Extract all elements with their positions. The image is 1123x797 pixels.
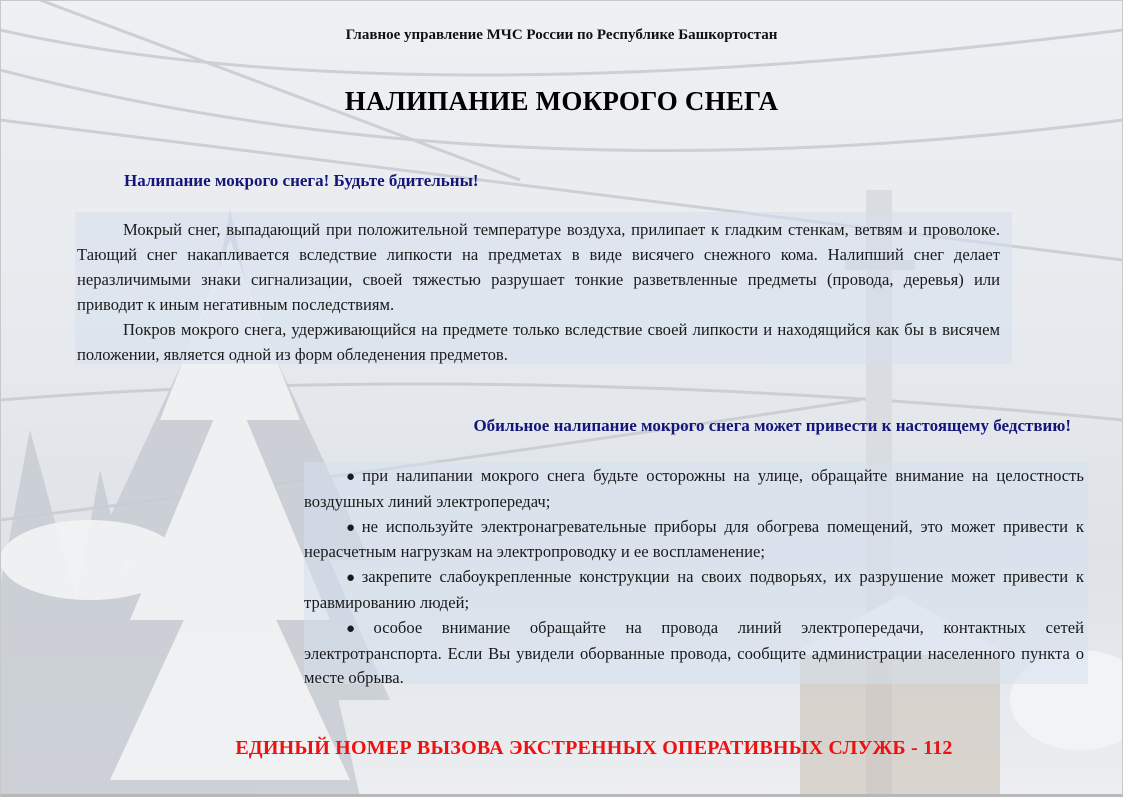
page-title: НАЛИПАНИЕ МОКРОГО СНЕГА — [344, 86, 779, 116]
list-item — [304, 515, 1088, 566]
section1-text-block — [75, 212, 1012, 364]
list-item — [304, 462, 1088, 515]
bullet-icon: ● — [346, 519, 359, 536]
bullet-icon: ● — [346, 570, 359, 587]
section1-paragraph: Покров мокрого снега, удерживающийся на предмете только вследствие своей липкости и находящийся как бы в висячем положении, является одной из форм обледенения предметов. — [77, 320, 1000, 364]
section1-paragraph: Мокрый снег, выпадающий при положительной температуре воздуха, прилипает к гладким стенкам, ветвям и проволоке. Тающий снег накапливается вследствие липкости на предметах в виде висячего снежного кома. Налипший снег делает неразличимыми знаки сигнализации, своей тяжестью разрушает тонкие разветвленные предметы (провода, деревья) или приводит к иным негативным последствиям. — [77, 220, 1000, 314]
list-item-text: особое внимание обращайте на провода линий электропередачи, контактных сетей электротранспорта. Если Вы увидели оборванные провода, сообщите администрации населенного пункта о месте обрыва. — [304, 617, 1084, 688]
bullet-icon: ● — [346, 469, 360, 485]
list-item — [304, 565, 1088, 616]
section2-recommendations-list — [304, 462, 1088, 688]
bullet-icon: ● — [346, 620, 371, 637]
organization-name: Главное управление МЧС России по Республике Башкортостан — [345, 27, 778, 43]
list-item-text: при налипании мокрого снега будьте осторожны на улице, обращайте внимание на целостность воздушных линий электропередач; — [304, 466, 1084, 511]
emergency-number-banner: ЕДИНЫЙ НОМЕР ВЫЗОВА ЭКСТРЕННЫХ ОПЕРАТИВНЫХ СЛУЖБ - 112 — [235, 737, 953, 759]
list-item-text: закрепите слабоукрепленные конструкции на своих подворьях, их разрушение может привести к травмированию людей; — [304, 567, 1084, 612]
section1-heading: Налипание мокрого снега! Будьте бдительны! — [124, 171, 479, 190]
list-item — [304, 616, 1088, 691]
section2-heading: Обильное налипание мокрого снега может привести к настоящему бедствию! — [473, 416, 1071, 435]
list-item-text: не используйте электронагревательные приборы для обогрева помещений, это может привести к нерасчетным нагрузкам на электропроводку и ее воспламенение; — [304, 516, 1084, 562]
